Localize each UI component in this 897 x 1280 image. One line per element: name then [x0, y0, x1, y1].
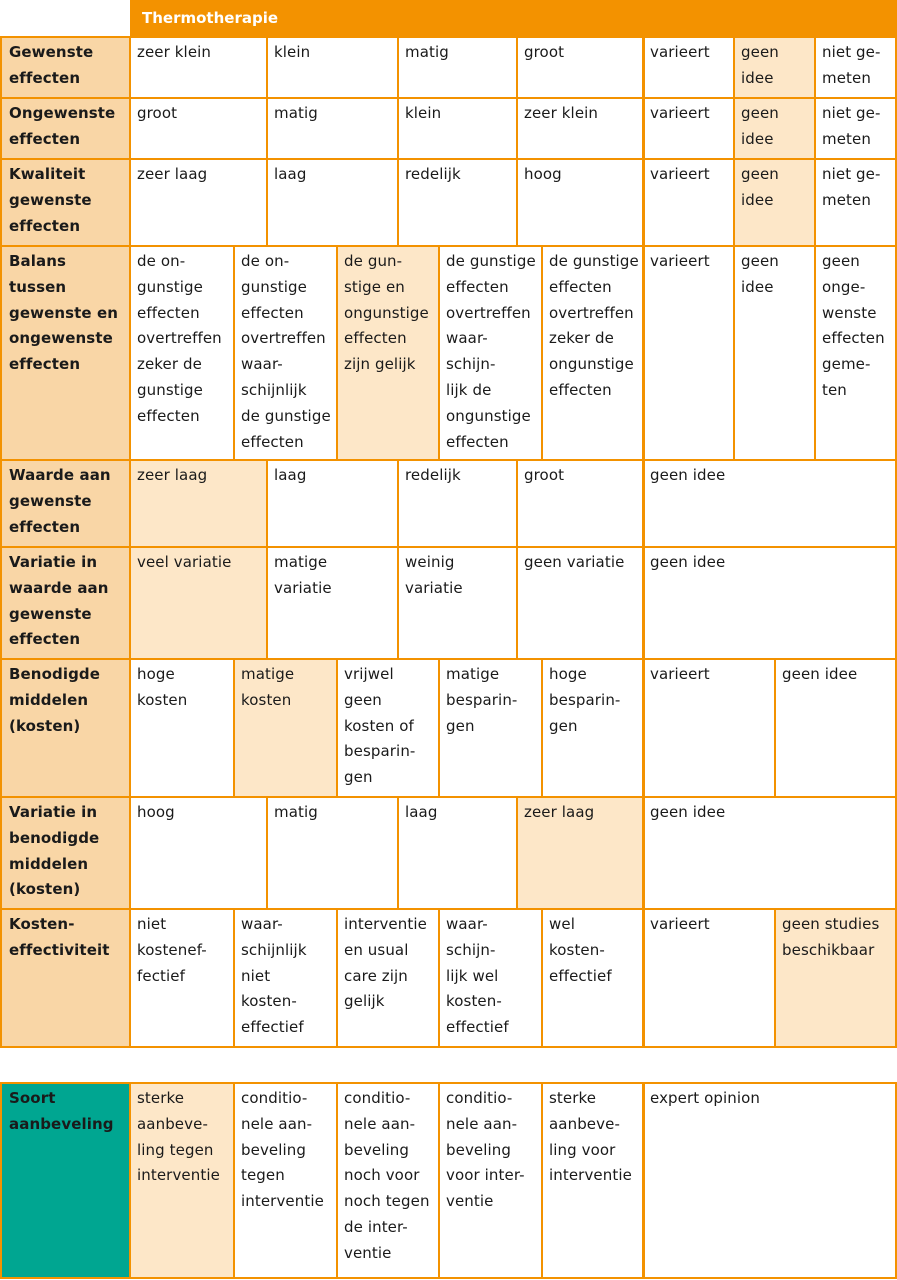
table-cell-selected: de gun- stige en ongunstige effecten zijn gelijk	[337, 246, 439, 460]
table-cell: hoge besparin- gen	[549, 665, 621, 735]
table-cell: varieert	[650, 252, 710, 270]
recommendation-cell: conditio- nele aan- beveling tegen interventie	[241, 1089, 324, 1211]
table-cell: varieert	[650, 665, 710, 683]
table-cell: laag	[405, 803, 438, 821]
table-cell: hoog	[524, 165, 562, 183]
table-cell: geen idee	[650, 466, 726, 484]
table-cell: wel kosten- effectief	[549, 915, 612, 985]
table-cell: niet ge- meten	[822, 104, 881, 148]
row-label: Balans tussen gewenste en ongewenste effecten	[0, 246, 130, 460]
table-cell: waar- schijn- lijk wel kosten- effectief	[446, 915, 509, 1037]
table-cell: matig	[405, 43, 449, 61]
table-cell-selected: zeer laag	[517, 797, 643, 909]
table-cell: klein	[405, 104, 442, 122]
table-cell: de gunstige effecten overtreffen zeker de ongunstige effecten	[549, 252, 639, 399]
table-cell-selected: geen idee	[734, 159, 815, 246]
table-cell-selected: matige kosten	[234, 659, 337, 797]
row-label: Kosten- effectiviteit	[0, 909, 130, 1047]
table-cell: niet kostenef- fectief	[137, 915, 207, 985]
row-label: Variatie in benodigde middelen (kosten)	[0, 797, 130, 909]
table-cell: vrijwel geen kosten of besparin- gen	[344, 665, 416, 787]
table-cell-selected: geen idee	[734, 98, 815, 159]
table-cell: weinig variatie	[405, 553, 463, 597]
table-cell: matig	[274, 803, 318, 821]
table-cell: geen onge- wenste effecten geme- ten	[822, 252, 885, 399]
table-cell: geen idee	[782, 665, 858, 683]
row-label: Benodigde middelen (kosten)	[0, 659, 130, 797]
recommendation-cell: conditio- nele aan- beveling voor inter- ventie	[446, 1089, 525, 1211]
table-cell: redelijk	[405, 466, 461, 484]
table-cell-selected: zeer laag	[130, 460, 267, 547]
table-cell: geen idee	[650, 553, 726, 571]
table-cell: groot	[524, 43, 565, 61]
table-cell: laag	[274, 466, 307, 484]
table-cell-selected: geen idee	[734, 37, 815, 98]
table-cell: varieert	[650, 915, 710, 933]
row-label: Kwaliteit gewenste effecten	[0, 159, 130, 246]
table-cell: hoog	[137, 803, 175, 821]
recommendation-cell-selected: sterke aanbeve- ling tegen interventie	[130, 1083, 234, 1278]
row-label: Ongewenste effecten	[0, 98, 130, 159]
table-cell: geen idee	[741, 252, 779, 296]
table-cell: de on- gunstige effecten overtreffen waar- schijnlijk de gunstige effecten	[241, 252, 331, 451]
table-cell: matige besparin- gen	[446, 665, 518, 735]
table-cell: zeer klein	[137, 43, 212, 61]
table-cell: varieert	[650, 43, 710, 61]
table-cell: niet ge- meten	[822, 165, 881, 209]
table-cell: de gunstige effecten overtreffen waar- schijn- lijk de ongunstige effecten	[446, 252, 536, 451]
table-cell: waar- schijnlijk niet kosten- effectief	[241, 915, 307, 1037]
table-title: Thermotherapie	[130, 0, 897, 37]
recommendation-label: Soort aanbeveling	[0, 1083, 130, 1278]
table-cell: hoge kosten	[137, 665, 188, 709]
table-cell: varieert	[650, 165, 710, 183]
table-cell-selected: veel variatie	[130, 547, 267, 659]
table-cell-selected: geen studies beschikbaar	[775, 909, 897, 1047]
table-cell: zeer klein	[524, 104, 599, 122]
recommendation-cell: conditio- nele aan- beveling noch voor noch tegen de inter- ventie	[344, 1089, 430, 1262]
table-cell: interventie en usual care zijn gelijk	[344, 915, 427, 1011]
table-cell: niet ge- meten	[822, 43, 881, 87]
recommendation-cell: expert opinion	[650, 1089, 761, 1107]
table-cell: redelijk	[405, 165, 461, 183]
table-cell: geen variatie	[524, 553, 625, 571]
table-cell: matige variatie	[274, 553, 332, 597]
table-cell: groot	[524, 466, 565, 484]
table-cell: klein	[274, 43, 311, 61]
table-cell: varieert	[650, 104, 710, 122]
row-label: Variatie in waarde aan gewenste effecten	[0, 547, 130, 659]
table-cell: matig	[274, 104, 318, 122]
recommendation-cell: sterke aanbeve- ling voor interventie	[549, 1089, 632, 1185]
row-label: Gewenste effecten	[0, 37, 130, 98]
table-cell: de on- gunstige effecten overtreffen zeker de gunstige effecten	[137, 252, 222, 425]
table-cell: geen idee	[650, 803, 726, 821]
table-cell: groot	[137, 104, 178, 122]
table-cell: laag	[274, 165, 307, 183]
table-cell: zeer laag	[137, 165, 208, 183]
row-label: Waarde aan gewenste effecten	[0, 460, 130, 547]
